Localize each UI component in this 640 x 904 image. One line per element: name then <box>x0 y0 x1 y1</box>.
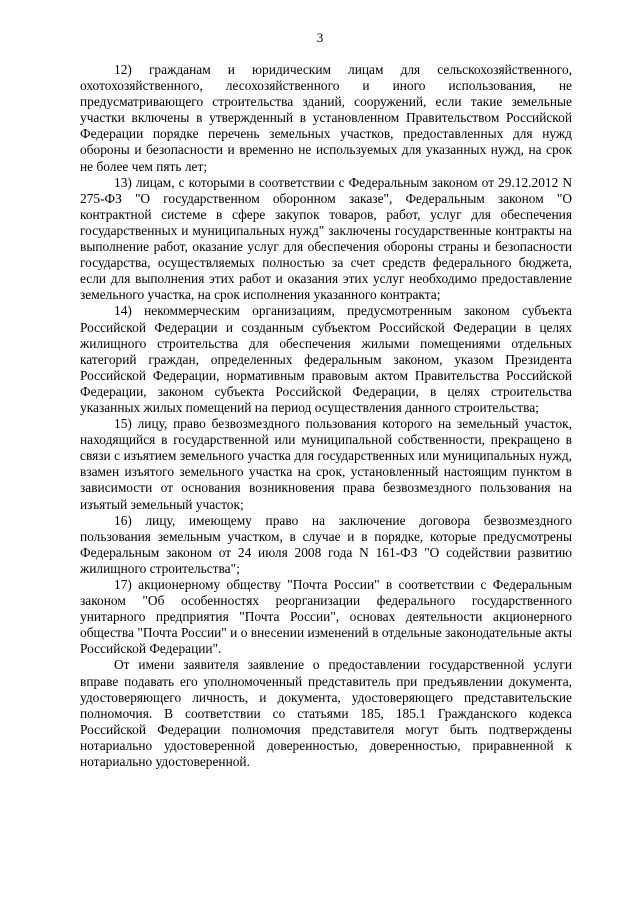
paragraph-item-15: 15) лицу, право безвозмездного пользования которого на земельный участок, находящийся в государственной или муниципальной собственности, прекращено в связи с изъятием земельного участка для государственных или муниципальных нужд, взамен изъятого земельного участка на срок, установленный настоящим пунктом в зависимости от основания возникновения права безвозмездного пользования на изъятый земельный участок; <box>80 416 572 512</box>
paragraph-item-12: 12) гражданам и юридическим лицам для сельскохозяйственного, охотохозяйственного, лесохозяйственного и иного использования, не предусматривающего строительства зданий, сооружений, если такие земельные участки включены в утвержденный в установленном Правительством Российской Федерации порядке перечень земельных участков, предоставленных для нужд обороны и безопасности и временно не используемых для указанных нужд, на срок не более чем пять лет; <box>80 62 572 174</box>
paragraph-item-16: 16) лицу, имеющему право на заключение договора безвозмездного пользования земельным участком, в случае и в порядке, которые предусмотрены Федеральным законом от 24 июля 2008 года N 161-ФЗ "О содействии развитию жилищного строительства"; <box>80 512 572 576</box>
paragraph-representative: От имени заявителя заявление о предоставлении государственной услуги вправе подавать его уполномоченный представитель при предъявлении документа, удостоверяющего личность, и документа, удостоверяющего представительские полномочия. В соответствии со статьями 185, 185.1 Гражданского кодекса Российской Федерации полномочия представителя могут быть подтверждены нотариально удостоверенной доверенностью, доверенностью, приравненной к нотариально удостоверенной. <box>80 657 572 770</box>
page-number: 3 <box>316 30 324 45</box>
paragraph-item-13: 13) лицам, с которыми в соответствии с Федеральным законом от 29.12.2012 N 275-ФЗ "О государственном оборонном заказе", Федеральным законом "О контрактной системе в сфере закупок товаров, работ, услуг для обеспечения государственных и муниципальных нужд" заключены государственные контракты на выполнение работ, оказание услуг для обеспечения обороны страны и безопасности государства, осуществляемых полностью за счет средств федерального бюджета, если для выполнения этих работ и оказания этих услуг необходимо предоставление земельного участка, на срок исполнения указанного контракта; <box>80 174 572 303</box>
paragraph-item-14: 14) некоммерческим организациям, предусмотренным законом субъекта Российской Федерации и созданным субъектом Российской Федерации в целях жилищного строительства для обеспечения жилыми помещениями отдельных категорий граждан, определенных федеральным законом, указом Президента Российской Федерации, нормативным правовым актом Правительства Российской Федерации, законом субъекта Российской Федерации, в целях строительства указанных жилых помещений на период осуществления данного строительства; <box>80 303 572 415</box>
paragraph-item-17: 17) акционерному обществу "Почта России" в соответствии с Федеральным законом "Об особенностях реорганизации федерального государственного унитарного предприятия "Почта России", основах деятельности акционерного общества "Почта России" и о внесении изменений в отдельные законодательные акты Российской Федерации". <box>80 577 572 657</box>
document-body <box>80 62 572 770</box>
